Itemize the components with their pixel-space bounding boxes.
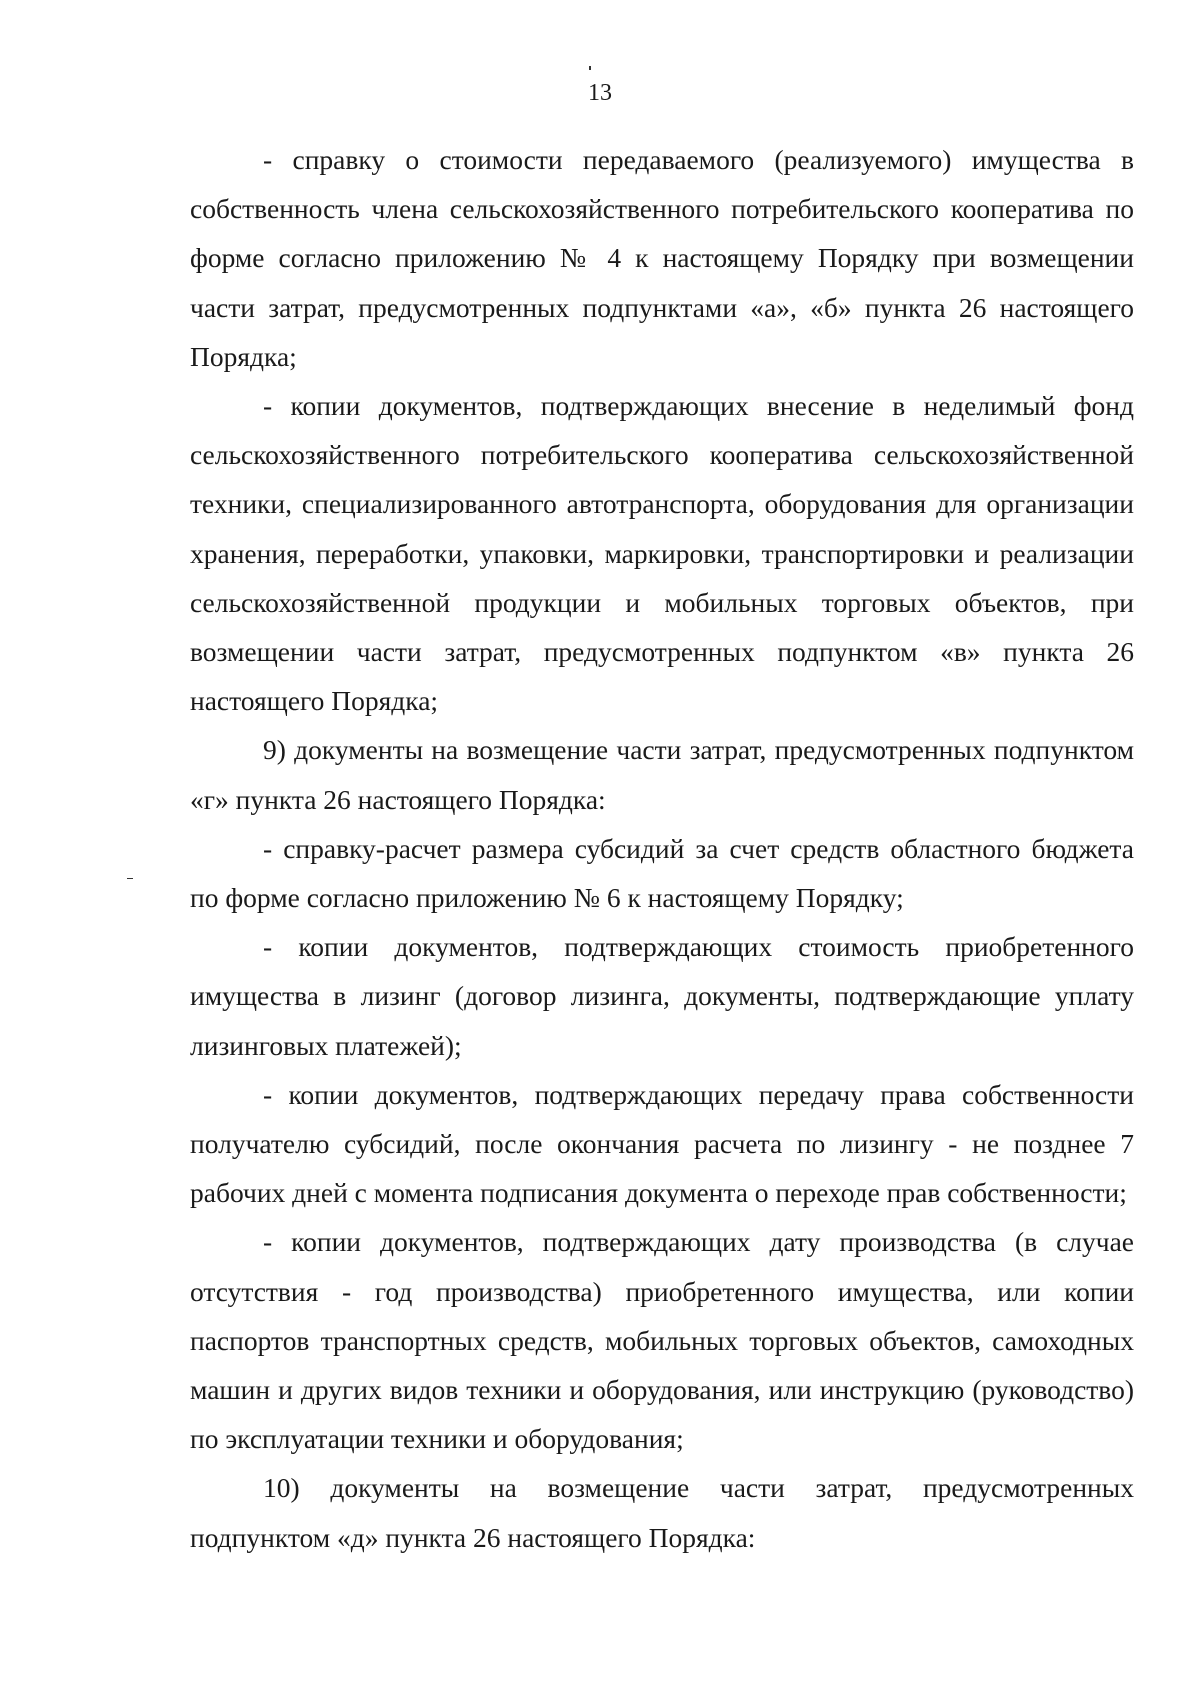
page-number: 13	[588, 80, 612, 106]
paragraph: 10) документы на возмещение части затрат, предусмотренных подпунктом «д» пункта 26 настоящего Порядка:	[190, 1472, 1134, 1553]
paragraph: - справку-расчет размера субсидий за счет средств областного бюджета по форме согласно приложению № 6 к настоящему Порядку;	[190, 832, 1134, 914]
document-body	[190, 135, 1134, 1562]
paragraph: - копии документов, подтверждающих передачу права собственности получателю субсидий, после окончания расчета по лизингу - не позднее 7 рабочих дней с момента подписания документа о переходе прав собственности;	[190, 1078, 1134, 1209]
paragraph: - копии документов, подтверждающих внесение в неделимый фонд сельскохозяйственного потребительского кооператива сельскохозяйственной техники, специализированного автотранспорта, оборудования для организации хранения, переработки, упаковки, маркировки, транспортировки и реализации сельскохозяйственной продукции и мобильных торговых объектов, при возмещении части затрат, предусмотренных подпунктом «в» пункта 26 настоящего Порядка;	[190, 390, 1134, 717]
paragraph: 9) документы на возмещение части затрат, предусмотренных подпунктом «г» пункта 26 настоящего Порядка:	[190, 734, 1134, 815]
paragraph: - справку о стоимости передаваемого (реализуемого) имущества в собственность члена сельскохозяйственного потребительского кооператива по форме согласно приложению № 4 к настоящему Порядку при возмещении части затрат, предусмотренных подпунктами «а», «б» пункта 26 настоящего Порядка;	[190, 144, 1134, 372]
scan-artifact	[127, 878, 133, 879]
paragraph: - копии документов, подтверждающих стоимость приобретенного имущества в лизинг (договор лизинга, документы, подтверждающие уплату лизинговых платежей);	[190, 931, 1134, 1061]
scan-artifact	[589, 66, 591, 70]
paragraph: - копии документов, подтверждающих дату производства (в случае отсутствия - год производства) приобретенного имущества, или копии паспортов транспортных средств, мобильных торговых объектов, самоходных машин и других видов техники и оборудования, или инструкцию (руководство) по эксплуатации техники и оборудования;	[190, 1226, 1134, 1455]
